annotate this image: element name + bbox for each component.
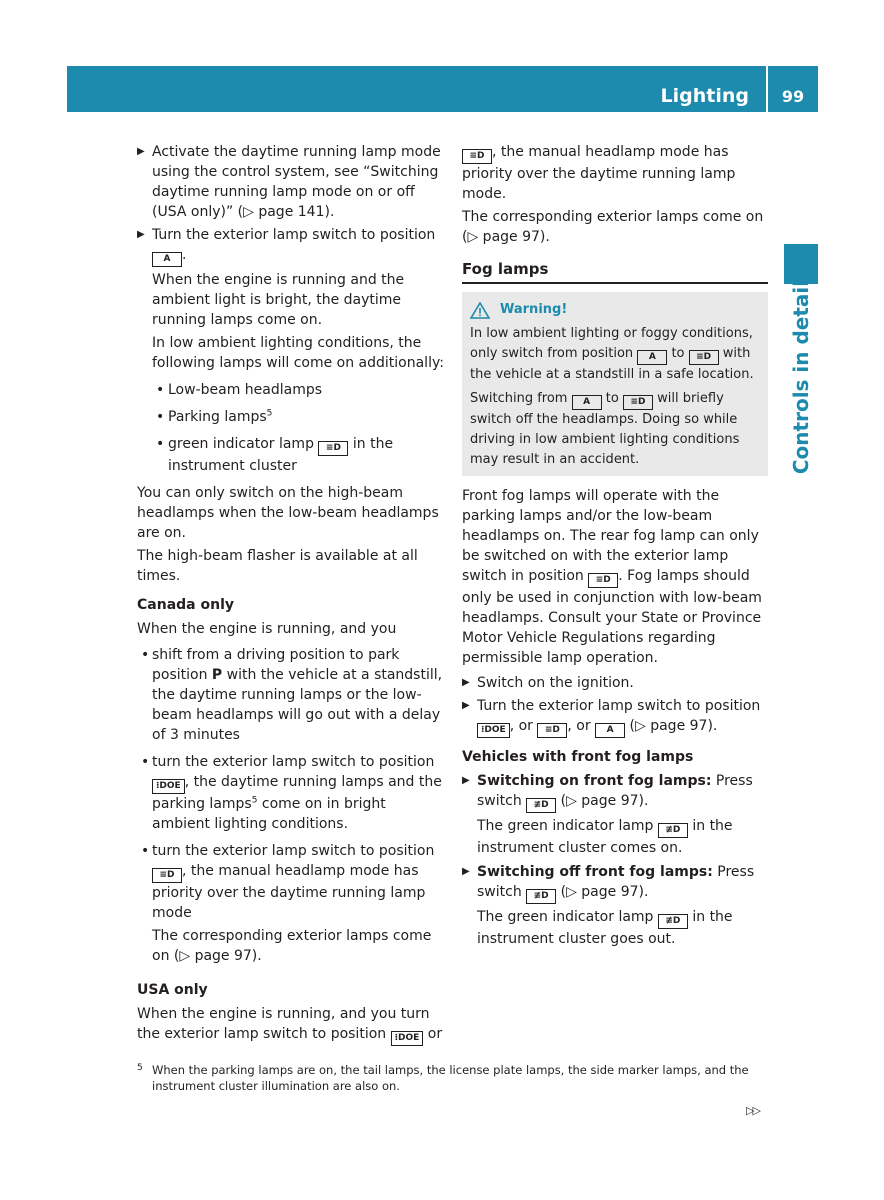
step-turn-switch-auto: ▶ Turn the exterior lamp switch to position A .	[137, 225, 447, 267]
paragraph: When the engine is running, and you turn the exterior lamp switch to position ⁝DOE or	[137, 1004, 447, 1046]
list-item: • green indicator lamp ≡D in the instrument cluster	[137, 434, 447, 476]
step-fog-on: ▶ Switching on front fog lamps: Press switch ≢D (▷ page 97).	[462, 771, 768, 813]
footnote-text: When the parking lamps are on, the tail lamps, the license plate lamps, the side marker lamps, and the instrument cluster illumination are also on.	[152, 1063, 749, 1093]
heading-fog-lamps: Fog lamps	[462, 259, 768, 284]
paragraph: The corresponding exterior lamps come on (▷ page 97).	[152, 928, 432, 964]
chapter-label: Controls in detail	[789, 279, 813, 475]
list-item: • shift from a driving position to park position P with the vehicle at a standstill, the daytime running lamps or the low-beam headlamps will go out with a delay of 3 minutes	[137, 645, 447, 745]
paragraph: The corresponding exterior lamps come on (▷ page 97).	[462, 209, 764, 245]
step-turn-switch: ▶ Turn the exterior lamp switch to position ⁝DOE , or ≡D , or A (▷ page 97).	[462, 696, 768, 738]
low-beam-icon: ≡D	[689, 350, 719, 365]
warning-text: Switching from A to ≡D will briefly switch off the headlamps. Doing so while driving in low ambient lighting conditions may result in an accident.	[470, 391, 740, 467]
page-header	[67, 66, 818, 112]
fog-lamp-icon: ≢D	[658, 823, 688, 838]
parking-lamp-icon: ⁝DOE	[391, 1031, 424, 1046]
auto-lamp-icon: A	[152, 252, 182, 267]
warning-triangle-icon	[470, 302, 490, 319]
low-beam-icon: ≡D	[152, 868, 182, 883]
warning-box	[462, 292, 768, 476]
right-column	[462, 142, 768, 952]
step-ignition: ▶ Switch on the ignition.	[462, 673, 768, 693]
paragraph: In low ambient lighting conditions, the following lamps will come on additionally:	[152, 335, 444, 371]
paragraph: When the engine is running, and you	[137, 621, 397, 637]
section-title: Lighting	[660, 85, 749, 107]
parking-lamp-icon: ⁝DOE	[477, 723, 510, 738]
fog-lamp-icon: ≢D	[526, 798, 556, 813]
heading-usa-only: USA only	[137, 982, 208, 998]
low-beam-icon: ≡D	[318, 441, 348, 456]
step-fog-off: ▶ Switching off front fog lamps: Press switch ≢D (▷ page 97).	[462, 862, 768, 904]
paragraph: When the engine is running and the ambient light is bright, the daytime running lamps come on.	[152, 272, 405, 328]
paragraph: You can only switch on the high-beam headlamps when the low-beam headlamps are on.	[137, 485, 439, 541]
low-beam-icon: ≡D	[537, 723, 567, 738]
auto-lamp-icon: A	[637, 350, 667, 365]
left-column	[137, 142, 447, 1049]
step-activate-drl: ▶ Activate the daytime running lamp mode using the control system, see “Switching daytime running lamp mode on or off (USA only)” (▷ page 141).	[137, 142, 447, 222]
paragraph: ≡D , the manual headlamp mode has priority over the daytime running lamp mode.	[462, 144, 736, 202]
footnote	[137, 1062, 767, 1094]
paragraph: The high-beam flasher is available at all times.	[137, 548, 418, 584]
footnote-marker: 5	[137, 1063, 143, 1073]
list-item: • Low-beam headlamps	[137, 380, 447, 400]
heading-canada-only: Canada only	[137, 597, 234, 613]
fog-lamp-icon: ≢D	[526, 889, 556, 904]
paragraph: Front fog lamps will operate with the parking lamps and/or the low-beam headlamps on. The rear fog lamp can only be switched on with the exterior lamp switch in position ≡D . Fog lamps should only be used in conjunction with low-beam headlamps. Consult your State or Province Motor Vehicle Regulations regarding permissible lamp operation.	[462, 488, 762, 666]
auto-lamp-icon: A	[595, 723, 625, 738]
parking-lamp-icon: ⁝DOE	[152, 779, 185, 794]
page-number: 99	[781, 87, 805, 106]
low-beam-icon: ≡D	[462, 149, 492, 164]
low-beam-icon: ≡D	[623, 395, 653, 410]
fog-lamp-icon: ≢D	[658, 914, 688, 929]
heading-vehicles-front-fog: Vehicles with front fog lamps	[462, 749, 694, 765]
paragraph: The green indicator lamp ≢D in the instrument cluster goes out.	[477, 909, 733, 947]
continue-arrows-icon: ▷▷	[746, 1104, 759, 1117]
auto-lamp-icon: A	[572, 395, 602, 410]
low-beam-icon: ≡D	[588, 573, 618, 588]
warning-text: In low ambient lighting or foggy conditions, only switch from position A to ≡D with the vehicle at a standstill in a safe location.	[470, 326, 754, 382]
list-item: • turn the exterior lamp switch to position ⁝DOE , the daytime running lamps and the parking lamps$^5$ come on in bright ambient lighting conditions.	[137, 752, 447, 834]
list-item: • turn the exterior lamp switch to position ≡D , the manual headlamp mode has priority over the daytime running lamp mode	[137, 841, 447, 923]
warning-heading: Warning!	[470, 300, 760, 320]
list-item: • Parking lamps$^5$	[137, 407, 447, 427]
paragraph: The green indicator lamp ≢D in the instrument cluster comes on.	[477, 818, 733, 856]
